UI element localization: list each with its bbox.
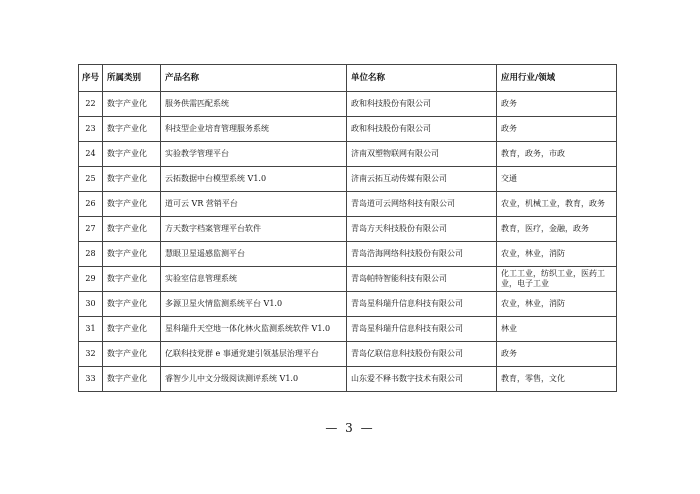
cell-serial-number: 29	[79, 267, 103, 292]
product-table	[78, 64, 617, 392]
cell-industry: 政务	[497, 117, 617, 142]
cell-serial-number: 33	[79, 367, 103, 392]
cell-category: 数字产业化	[103, 267, 161, 292]
cell-serial-number: 32	[79, 342, 103, 367]
cell-company-name: 青岛帕特智能科技有限公司	[347, 267, 497, 292]
table-row	[79, 367, 617, 392]
cell-industry: 教育，政务，市政	[497, 142, 617, 167]
cell-company-name: 青岛星科瑞升信息科技有限公司	[347, 317, 497, 342]
table-row	[79, 92, 617, 117]
table-row	[79, 317, 617, 342]
header-company-name: 单位名称	[347, 65, 497, 92]
cell-company-name: 政和科技股份有限公司	[347, 92, 497, 117]
table-row	[79, 142, 617, 167]
cell-category: 数字产业化	[103, 242, 161, 267]
cell-product-name: 星科瑞升天空地一体化林火监测系统软件 V1.0	[161, 317, 347, 342]
header-product-name: 产品名称	[161, 65, 347, 92]
cell-company-name: 山东爱不释书数字技术有限公司	[347, 367, 497, 392]
cell-company-name: 青岛星科瑞升信息科技有限公司	[347, 292, 497, 317]
cell-company-name: 政和科技股份有限公司	[347, 117, 497, 142]
cell-industry: 农业，林业，消防	[497, 242, 617, 267]
cell-industry: 政务	[497, 92, 617, 117]
cell-serial-number: 28	[79, 242, 103, 267]
cell-category: 数字产业化	[103, 342, 161, 367]
table-row	[79, 167, 617, 192]
cell-category: 数字产业化	[103, 367, 161, 392]
cell-serial-number: 26	[79, 192, 103, 217]
cell-category: 数字产业化	[103, 217, 161, 242]
cell-company-name: 济南双塑物联网有限公司	[347, 142, 497, 167]
cell-product-name: 实验教学管理平台	[161, 142, 347, 167]
cell-company-name: 青岛方天科技股份有限公司	[347, 217, 497, 242]
cell-industry: 化工工业，纺织工业，医药工业，电子工业	[497, 267, 617, 292]
table-row	[79, 342, 617, 367]
table-row	[79, 292, 617, 317]
cell-serial-number: 30	[79, 292, 103, 317]
header-serial-number: 序号	[79, 65, 103, 92]
cell-product-name: 服务供需匹配系统	[161, 92, 347, 117]
page-number: — 3 —	[325, 421, 375, 435]
cell-serial-number: 27	[79, 217, 103, 242]
cell-product-name: 方天数字档案管理平台软件	[161, 217, 347, 242]
cell-category: 数字产业化	[103, 317, 161, 342]
table-header-row	[79, 65, 617, 92]
cell-product-name: 道可云 VR 营销平台	[161, 192, 347, 217]
cell-product-name: 慧眼卫星遥感监测平台	[161, 242, 347, 267]
cell-industry: 教育，医疗，金融，政务	[497, 217, 617, 242]
table-row	[79, 267, 617, 292]
cell-industry: 交通	[497, 167, 617, 192]
cell-product-name: 亿联科技党群 e 事通党建引领基层治理平台	[161, 342, 347, 367]
cell-product-name: 多源卫星火情监测系统平台 V1.0	[161, 292, 347, 317]
cell-industry: 林业	[497, 317, 617, 342]
table-row	[79, 117, 617, 142]
table-row	[79, 242, 617, 267]
cell-industry: 政务	[497, 342, 617, 367]
cell-serial-number: 25	[79, 167, 103, 192]
table-row	[79, 192, 617, 217]
cell-industry: 农业，机械工业，教育，政务	[497, 192, 617, 217]
cell-serial-number: 24	[79, 142, 103, 167]
cell-product-name: 实验室信息管理系统	[161, 267, 347, 292]
cell-company-name: 青岛道可云网络科技有限公司	[347, 192, 497, 217]
cell-industry: 农业，林业，消防	[497, 292, 617, 317]
header-category: 所属类别	[103, 65, 161, 92]
cell-product-name: 睿智少儿中文分级阅读测评系统 V1.0	[161, 367, 347, 392]
cell-category: 数字产业化	[103, 192, 161, 217]
cell-product-name: 科技型企业培育管理服务系统	[161, 117, 347, 142]
cell-serial-number: 22	[79, 92, 103, 117]
cell-category: 数字产业化	[103, 167, 161, 192]
cell-company-name: 济南云拓互动传媒有限公司	[347, 167, 497, 192]
cell-category: 数字产业化	[103, 142, 161, 167]
cell-serial-number: 23	[79, 117, 103, 142]
cell-category: 数字产业化	[103, 117, 161, 142]
cell-industry: 教育，零售，文化	[497, 367, 617, 392]
header-industry: 应用行业/领域	[497, 65, 617, 92]
cell-product-name: 云拓数据中台模型系统 V1.0	[161, 167, 347, 192]
cell-serial-number: 31	[79, 317, 103, 342]
cell-category: 数字产业化	[103, 292, 161, 317]
cell-company-name: 青岛亿联信息科技股份有限公司	[347, 342, 497, 367]
cell-company-name: 青岛浩海网络科技股份有限公司	[347, 242, 497, 267]
table-row	[79, 217, 617, 242]
cell-category: 数字产业化	[103, 92, 161, 117]
